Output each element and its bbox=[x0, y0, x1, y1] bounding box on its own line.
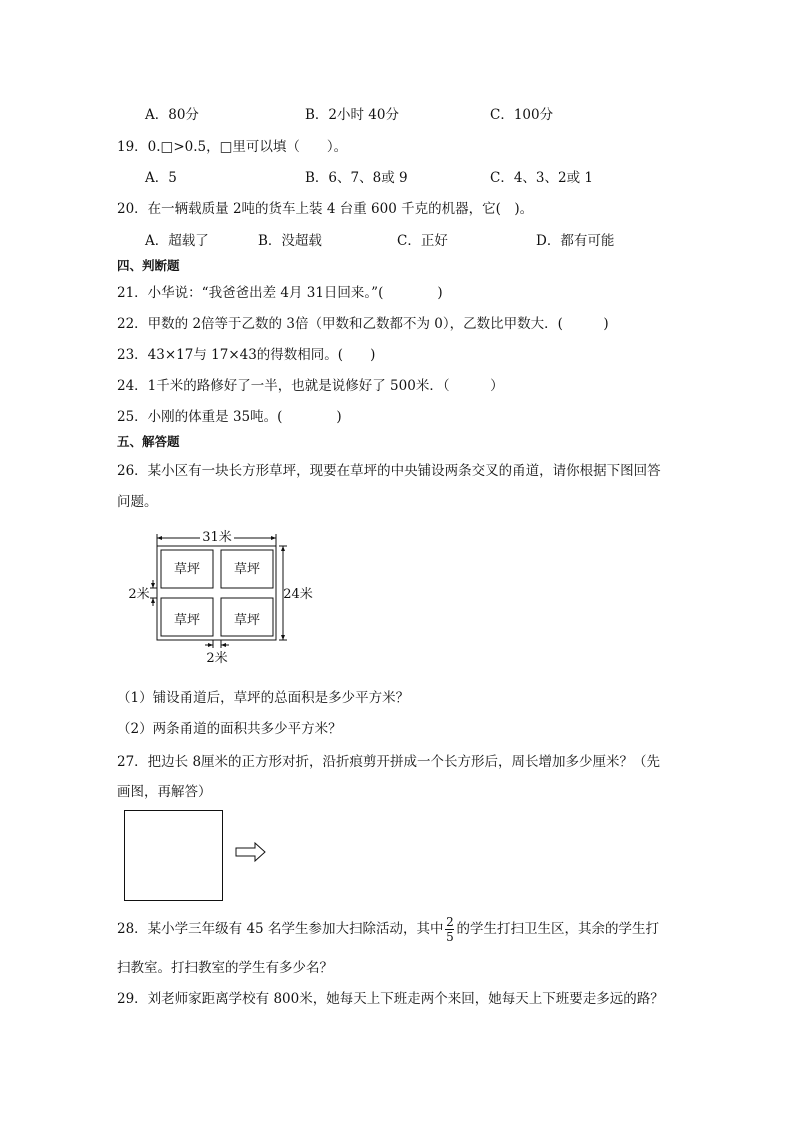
square-shape bbox=[125, 811, 223, 901]
q20-option-a: A．超载了 bbox=[145, 233, 209, 249]
cell-label: 草坪 bbox=[233, 613, 261, 628]
q19-option-c: C．4、3、2或 1 bbox=[490, 170, 593, 186]
q18-option-b: B．2小时 40分 bbox=[305, 107, 399, 123]
q26-sub-2: （2）两条甬道的面积共多少平方米？ bbox=[117, 721, 342, 737]
path-width-bottom-label: 2米 bbox=[206, 651, 228, 666]
cell-label: 草坪 bbox=[233, 562, 261, 577]
section-5-title: 五、解答题 bbox=[117, 434, 180, 449]
q20-stem: 20．在一辆载质量 2吨的货车上装 4 台重 600 千克的机器，它( )。 bbox=[117, 201, 534, 217]
fraction-numerator: 2 bbox=[446, 915, 454, 929]
q21: 21．小华说：“我爸爸出差 4月 31日回来。”( ) bbox=[117, 285, 443, 301]
q19-stem: 19．0.□>0.5，□里可以填（ ）。 bbox=[117, 139, 348, 155]
q28-text-b: 的学生打扫卫生区，其余的学生打 bbox=[456, 921, 659, 937]
q19-option-b: B．6、7、8或 9 bbox=[305, 170, 408, 186]
q29: 29．刘老师家距离学校有 800米，她每天上下班走两个来回，她每天上下班要走多远的路？ bbox=[117, 991, 664, 1007]
q20-option-b: B．没超载 bbox=[258, 233, 322, 249]
q20-option-d: D．都有可能 bbox=[536, 233, 615, 249]
q28-line-1 bbox=[117, 916, 659, 943]
cell-label: 草坪 bbox=[173, 562, 201, 577]
q25: 25．小刚的体重是 35吨。( ) bbox=[117, 409, 342, 425]
section-4-title: 四、判断题 bbox=[117, 258, 180, 273]
cell-label: 草坪 bbox=[173, 613, 201, 628]
q18-option-c: C．100分 bbox=[490, 107, 554, 123]
q28-line-2: 扫教室。打扫教室的学生有多少名？ bbox=[117, 960, 333, 976]
q27-line-1: 27．把边长 8厘米的正方形对折，沿折痕剪开拼成一个长方形后，周长增加多少厘米？（先 bbox=[117, 754, 661, 770]
q20-option-c: C．正好 bbox=[397, 233, 448, 249]
q26-line-1: 26．某小区有一块长方形草坪，现要在草坪的中央铺设两条交叉的甬道，请你根据下图回答 bbox=[117, 463, 661, 479]
q23: 23．43×17与 17×43的得数相同。( ) bbox=[117, 347, 376, 363]
square-drawing bbox=[120, 806, 270, 906]
height-label: 24米 bbox=[283, 587, 313, 602]
fraction bbox=[445, 916, 454, 943]
arrow-right-icon bbox=[236, 843, 265, 861]
fraction-denominator: 5 bbox=[446, 930, 454, 944]
q18-option-a: A．80分 bbox=[145, 107, 199, 123]
q19-option-a: A．5 bbox=[145, 170, 177, 186]
q28-text-a: 28．某小学三年级有 45 名学生参加大扫除活动，其中 bbox=[117, 921, 444, 937]
q27-line-2: 画图，再解答） bbox=[117, 784, 212, 800]
q26-sub-1: （1）铺设甬道后，草坪的总面积是多少平方米？ bbox=[117, 690, 410, 706]
path-width-left-label: 2米 bbox=[128, 587, 150, 602]
width-label: 31米 bbox=[202, 530, 232, 545]
q22: 22．甲数的 2倍等于乙数的 3倍（甲数和乙数都不为 0），乙数比甲数大．( ) bbox=[117, 316, 609, 332]
q24: 24．1千米的路修好了一半，也就是说修好了 500米．（ ） bbox=[117, 378, 504, 394]
q26-line-2: 问题。 bbox=[117, 494, 158, 510]
lawn-diagram bbox=[125, 523, 325, 668]
